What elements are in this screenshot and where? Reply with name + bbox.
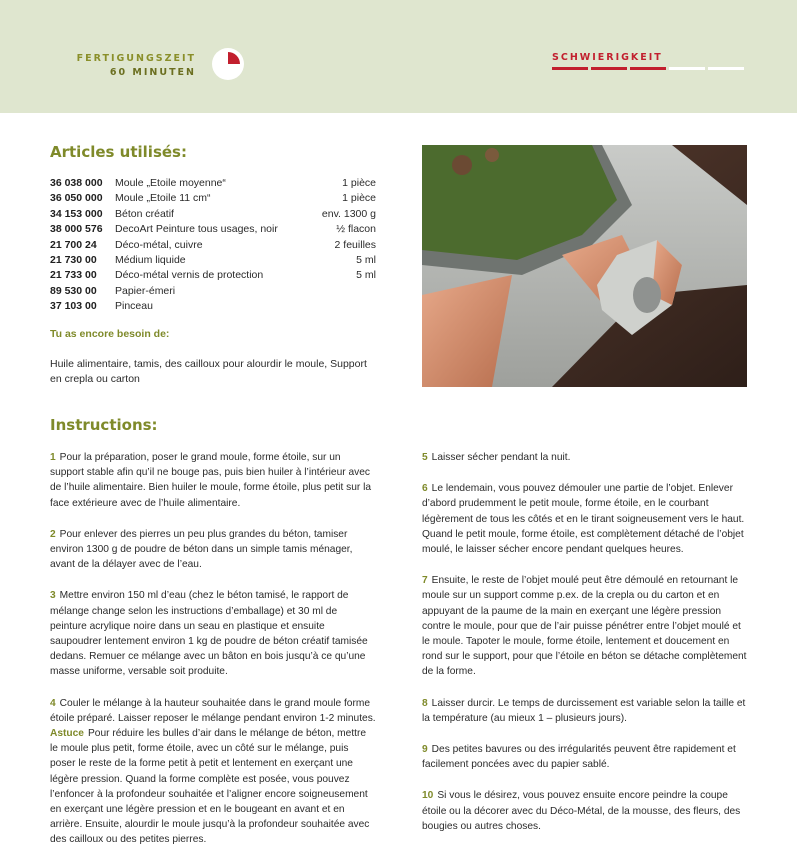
timer-icon xyxy=(212,48,244,80)
material-qty: ½ flacon xyxy=(336,223,376,236)
step-text: Des petites bavures ou des irrégularités peuvent être rapidement et facilement poncées avec du papier sablé. xyxy=(422,744,736,771)
prep-label: FERTIGUNGSZEIT xyxy=(76,53,196,64)
step-text: Mettre environ 150 ml d’eau (chez le béton tamisé, le rapport de mélange change selon les instructions d’emballage) et 30 ml de peinture acrylique noire dans un seau en plastique et ensuite saupoudrer lentement environ 1 kg de poudre de béton créatif tamisée dedans. Remuer ce mélange avec un bâton en bois jusqu’à ce qu’une masse uniforme, versable soit produite. xyxy=(50,590,368,678)
material-row xyxy=(50,222,376,237)
material-qty: 5 ml xyxy=(356,269,376,282)
step-number: 1 xyxy=(50,452,56,463)
material-name: DecoArt Peinture tous usages, noir xyxy=(115,223,278,236)
need-title: Tu as encore besoin de: xyxy=(50,328,170,340)
step-text: Le lendemain, vous pouvez démouler une partie de l’objet. Enlever d’abord prudemment le petit moule, forme étoile, en le courbant légèrement de tous les côtés et en le tirant soigneusement vers le haut. Quand le petit moule, forme étoile, est complètement détaché de l’objet moulé, le laisser sécher encore pendant quelques heures. xyxy=(422,483,745,556)
material-name: Moule „Etoile moyenne“ xyxy=(115,177,226,189)
instruction-step xyxy=(422,573,750,679)
instructions-title: Instructions: xyxy=(50,416,158,434)
step-number: 3 xyxy=(50,590,56,602)
material-name: Papier-émeri xyxy=(115,284,176,297)
material-name: Moule „Etoile 11 cm“ xyxy=(115,192,211,205)
difficulty-bar xyxy=(630,67,666,70)
instructions-column-left xyxy=(50,450,376,848)
material-row xyxy=(50,253,376,268)
material-code: 34 153 000 xyxy=(50,207,103,220)
step-number: 7 xyxy=(422,575,428,587)
step-text: Si vous le désirez, vous pouvez ensuite encore peindre la coupe étoile ou la décorer avec du Déco-Métal, de la mousse, des fleurs, des bougies ou autres choses. xyxy=(422,790,741,832)
step-text: Ensuite, le reste de l’objet moulé peut être démoulé en retournant le moule sur un support comme p.ex. de la crepla ou du carton et en appuyant de la paume de la main en exerçant une légère pression contre le moule, pour que de l’air puisse pénétrer entre l’objet moulé et le moule. Tapoter le moule, forme étoile, lentement et doucement en rond sur le support, pour que l’étoile en béton se détache complètement de la forme. xyxy=(422,575,747,678)
material-row xyxy=(50,238,376,253)
material-code: 89 530 00 xyxy=(50,284,97,297)
articles-title: Articles utilisés: xyxy=(50,143,187,161)
material-code: 37 103 00 xyxy=(50,300,97,313)
step-number: 10 xyxy=(422,790,434,802)
material-name: Béton créatif xyxy=(115,207,174,220)
header-band xyxy=(0,0,797,113)
material-name: Médium liquide xyxy=(115,254,186,267)
material-row xyxy=(50,191,376,206)
step-text: Laisser durcir. Le temps de durcissement est variable selon la taille et la température (au mieux 1 – plusieurs jours). xyxy=(422,697,746,724)
need-text: Huile alimentaire, tamis, des cailloux pour alourdir le moule, Support en crepla ou carton xyxy=(50,358,367,386)
material-name: Déco-métal vernis de protection xyxy=(115,269,264,282)
material-qty: 1 pièce xyxy=(342,177,376,189)
instruction-step xyxy=(422,481,750,557)
instruction-step xyxy=(50,588,376,679)
tip-label: Astuce xyxy=(50,728,84,740)
material-code: 36 050 000 xyxy=(50,192,103,205)
materials-list xyxy=(50,176,376,315)
material-code: 21 700 24 xyxy=(50,238,97,251)
material-code: 21 733 00 xyxy=(50,269,97,282)
difficulty-meter xyxy=(552,67,744,70)
material-row xyxy=(50,268,376,283)
material-qty: 1 pièce xyxy=(342,192,376,205)
prep-time: 60 MINUTEN xyxy=(109,67,196,78)
difficulty-bar xyxy=(708,67,744,70)
step-text: Pour la préparation, poser le grand moule, forme étoile, sur un support stable afin qu’il ne bouge pas, puis bien huiler à l’intérieur avec de l’huile alimentaire. Bien huiler le moule, forme étoile, plus petit sur la face extérieure avec de l’huile alimentaire. xyxy=(50,452,372,509)
material-row xyxy=(50,299,376,314)
step-number: 2 xyxy=(50,528,56,540)
step-text: Pour enlever des pierres un peu plus grandes du béton, tamiser environ 1300 g de poudre de béton dans un simple tamis ménager, avant de la délayer avec de l’eau. xyxy=(50,528,353,571)
difficulty-bar xyxy=(591,67,627,70)
instructions-column-right xyxy=(422,450,750,850)
step-number: 9 xyxy=(422,744,428,756)
instruction-step xyxy=(422,788,750,834)
difficulty-label: SCHWIERIGKEIT xyxy=(552,52,663,63)
material-code: 36 038 000 xyxy=(50,177,103,189)
step-number: 8 xyxy=(422,697,428,709)
step-number: 4 xyxy=(50,697,56,709)
material-row xyxy=(50,207,376,222)
material-qty: 5 ml xyxy=(356,254,376,267)
step-number: 5 xyxy=(422,452,428,463)
material-row xyxy=(50,176,376,191)
instruction-step xyxy=(50,527,376,573)
prep-time-block xyxy=(77,52,196,80)
instruction-step xyxy=(422,450,750,465)
instruction-step xyxy=(50,450,376,511)
instruction-step xyxy=(422,742,750,772)
material-row xyxy=(50,284,376,299)
tip-paragraph xyxy=(50,726,376,848)
material-name: Pinceau xyxy=(115,300,153,313)
material-qty: env. 1300 g xyxy=(321,207,376,220)
material-code: 21 730 00 xyxy=(50,254,97,267)
material-name: Déco-métal, cuivre xyxy=(115,238,203,251)
tip-text: Pour réduire les bulles d’air dans le mélange de béton, mettre le moule plus petit, forme étoile, avec un côté sur le mélange, puis poser le reste de la forme petit à petit et lentement en exerçant une légère pression. Quand la forme complète est posée, vous pouvez l’enfoncer à la profondeur souhaitée et l’aligner encore soigneusement en exerçant une légère pression et en le bougeant en avant et en arrière. Ensuite, alourdir le moule jusqu’à la profondeur souhaitée avec des cailloux ou des petites pierres. xyxy=(50,728,370,846)
product-photo xyxy=(422,145,747,387)
step-text: Couler le mélange à la hauteur souhaitée dans le grand moule forme étoile préparé. Laisser reposer le mélange pendant environ 1-2 minutes. xyxy=(50,697,376,724)
difficulty-bar xyxy=(669,67,705,70)
step-text: Laisser sécher pendant la nuit. xyxy=(431,452,571,463)
material-qty: 2 feuilles xyxy=(334,238,376,251)
difficulty-bar xyxy=(552,67,588,70)
instruction-step xyxy=(50,696,376,726)
step-number: 6 xyxy=(422,483,428,495)
instruction-step xyxy=(422,696,750,726)
material-code: 38 000 576 xyxy=(50,223,103,236)
